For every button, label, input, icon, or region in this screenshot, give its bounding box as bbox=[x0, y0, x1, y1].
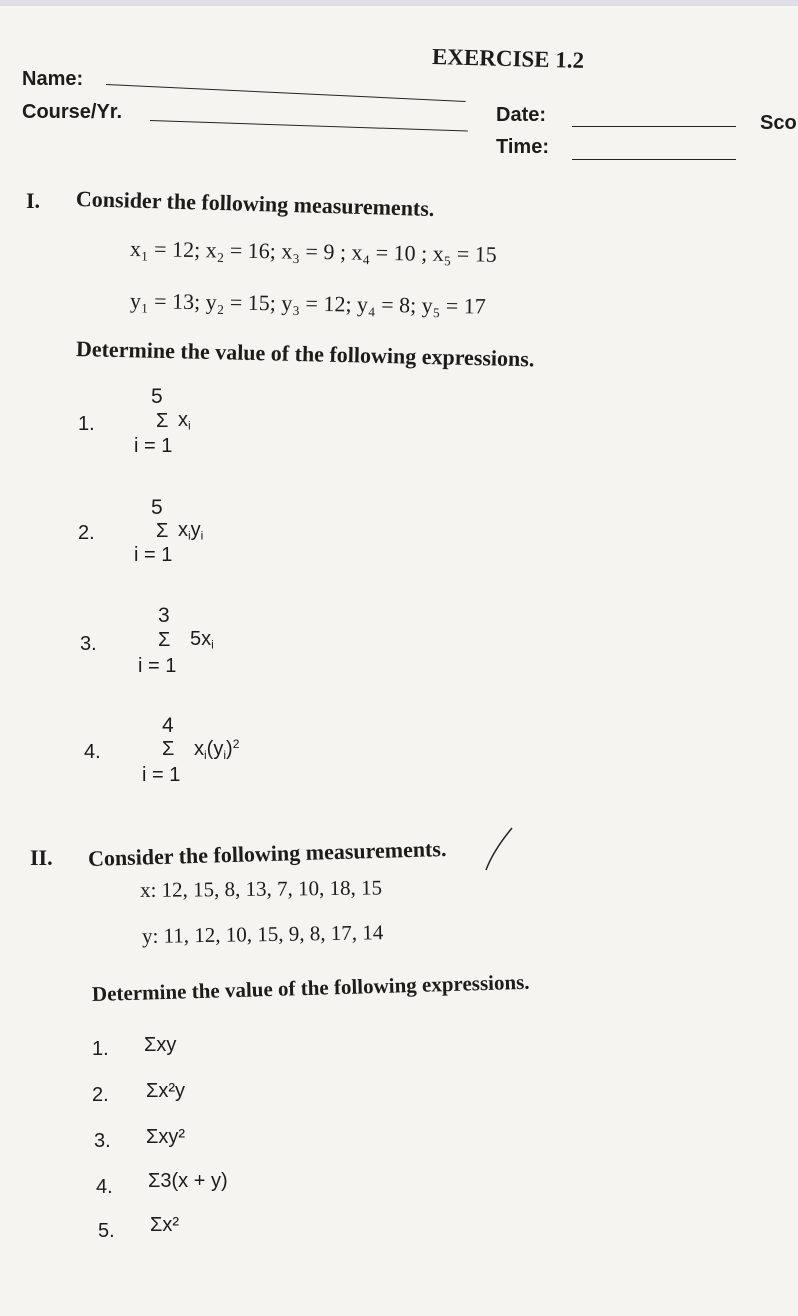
part2-expression: Σxy² bbox=[146, 1126, 186, 1148]
summand: $5x_i$ bbox=[190, 628, 214, 652]
part2-item-number: 5. bbox=[98, 1220, 115, 1242]
sum-upper-limit: 3 bbox=[158, 604, 170, 627]
part2-item-number: 3. bbox=[94, 1130, 111, 1152]
part1-instruction: Determine the value of the following expressions. bbox=[75, 336, 535, 372]
sum-upper-limit: 4 bbox=[162, 714, 174, 737]
sum-lower-limit: i = 1 bbox=[138, 655, 177, 677]
part2-item-number: 1. bbox=[92, 1038, 109, 1060]
name-label: Name: bbox=[22, 68, 84, 90]
part1-item-number: 3. bbox=[80, 633, 97, 655]
part2-intro: Consider the following measurements. bbox=[87, 835, 447, 871]
summand: $x_iy_i$ bbox=[178, 519, 204, 543]
sum-lower-limit: i = 1 bbox=[142, 764, 181, 786]
part1-item-number: 1. bbox=[78, 413, 95, 435]
part1-x-values: x₁ = 12; x₂ = 16; x₃ = 9 ; x₄ = 10 ; x₅ = 15 bbox=[129, 236, 498, 267]
time-field-line[interactable] bbox=[572, 159, 736, 160]
sigma-symbol: Σ bbox=[156, 410, 169, 432]
part2-x-values: x: 12, 15, 8, 13, 7, 10, 18, 15 bbox=[139, 875, 383, 902]
date-field-line[interactable] bbox=[572, 126, 736, 127]
part1-numeral: I. bbox=[26, 188, 41, 213]
sum-upper-limit: 5 bbox=[151, 385, 163, 408]
part2-expression: Σx²y bbox=[146, 1080, 186, 1102]
part1-item-number: 4. bbox=[84, 741, 101, 763]
summand: $x_i(y_i)^2$ bbox=[194, 737, 240, 762]
part2-numeral: II. bbox=[30, 845, 53, 870]
part1-intro: Consider the following measurements. bbox=[75, 186, 435, 222]
part2-item-number: 2. bbox=[92, 1084, 109, 1106]
name-field-line[interactable] bbox=[106, 84, 466, 102]
part2-instruction: Determine the value of the following expressions. bbox=[91, 969, 530, 1006]
course-label: Course/Yr. bbox=[22, 101, 123, 123]
part2-expression: Σxy bbox=[144, 1034, 177, 1056]
sigma-symbol: Σ bbox=[156, 520, 169, 542]
sum-lower-limit: i = 1 bbox=[134, 544, 173, 566]
summand: $x_i$ bbox=[178, 409, 191, 433]
time-label: Time: bbox=[496, 136, 549, 158]
part2-item-number: 4. bbox=[96, 1176, 113, 1198]
part2-expression: Σ3(x + y) bbox=[148, 1170, 228, 1192]
part1-y-values: y₁ = 13; y₂ = 15; y₃ = 12; y₄ = 8; y₅ = 17 bbox=[129, 288, 487, 319]
top-edge bbox=[0, 0, 798, 6]
part1-item-number: 2. bbox=[78, 522, 95, 544]
exercise-title: EXERCISE 1.2 bbox=[431, 44, 585, 73]
pen-mark bbox=[482, 826, 516, 876]
sum-lower-limit: i = 1 bbox=[134, 435, 173, 457]
course-field-line[interactable] bbox=[150, 120, 468, 132]
sigma-symbol: Σ bbox=[158, 629, 171, 651]
score-label: Sco bbox=[760, 112, 797, 134]
sum-upper-limit: 5 bbox=[151, 496, 163, 519]
part2-y-values: y: 11, 12, 10, 15, 9, 8, 17, 14 bbox=[141, 920, 384, 948]
part2-expression: Σx² bbox=[150, 1214, 180, 1236]
sigma-symbol: Σ bbox=[162, 738, 175, 760]
date-label: Date: bbox=[496, 104, 547, 126]
